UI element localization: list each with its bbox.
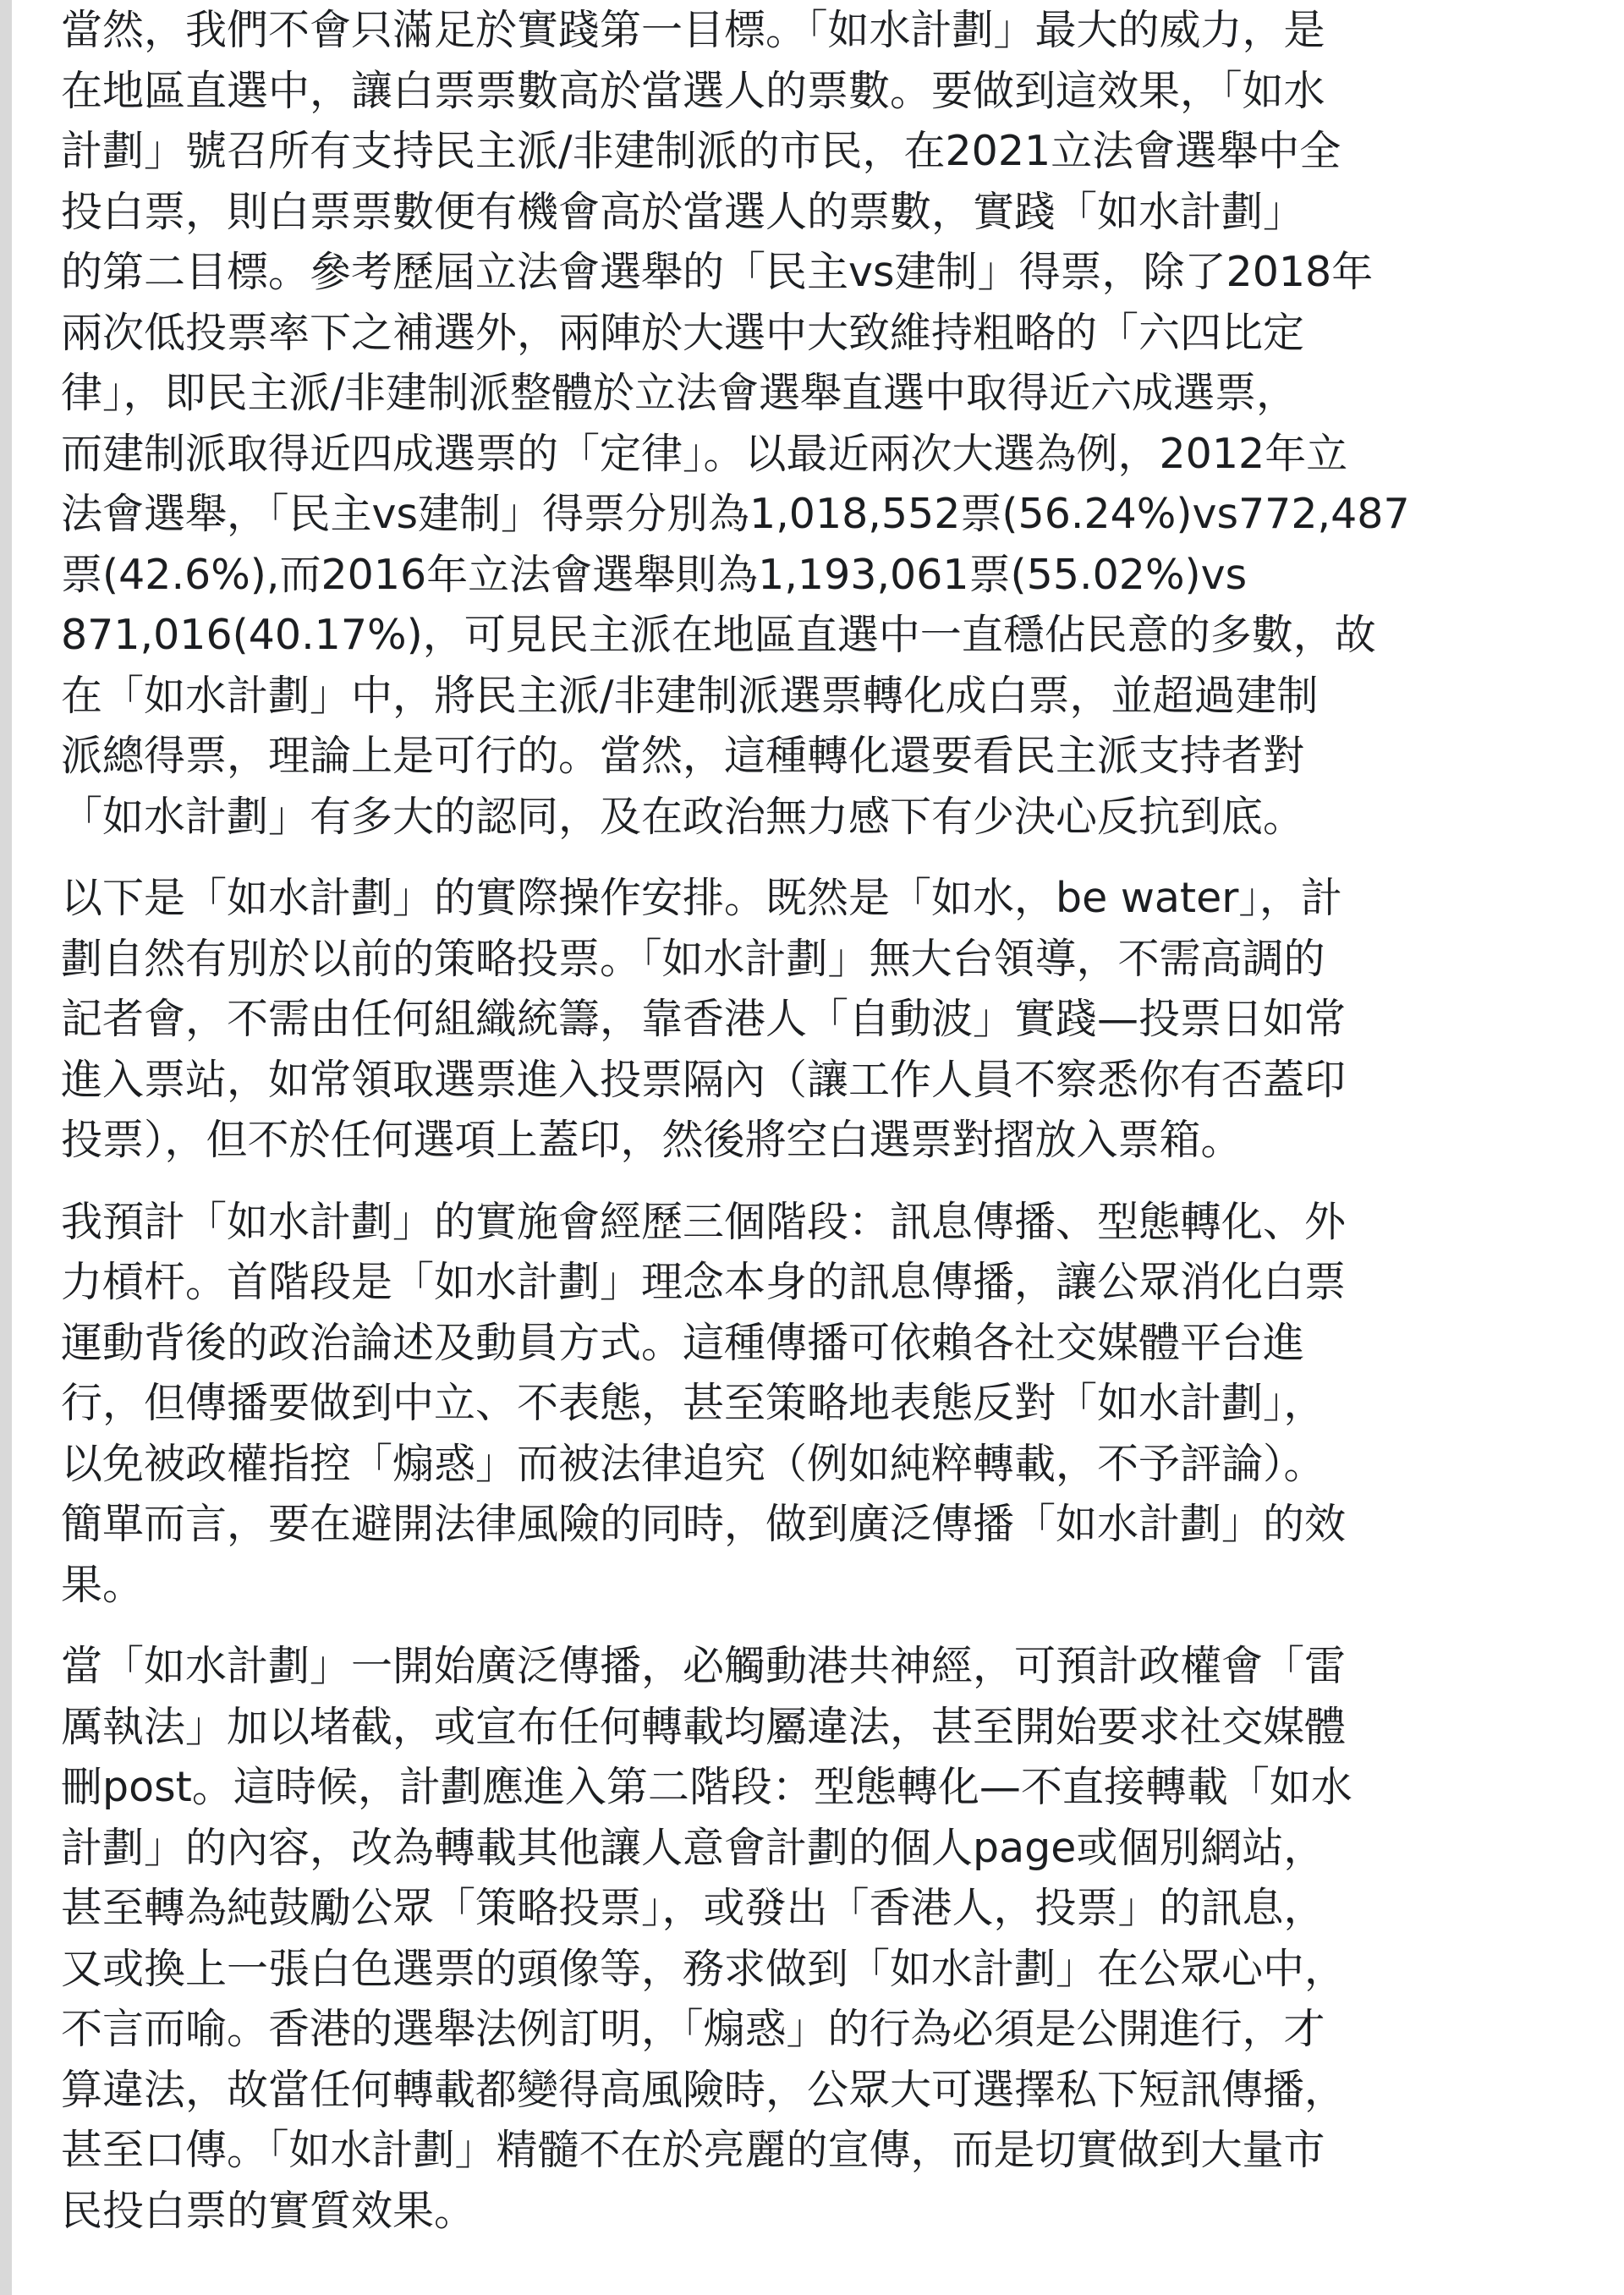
- post-paragraph-line: 厲執法」加以堵截，或宣布任何轉載均屬違法，甚至開始要求社交媒體: [61, 1702, 1347, 1751]
- post-paragraph-line: 投票），但不於任何選項上蓋印，然後將空白選票對摺放入票箱。: [61, 1116, 1243, 1164]
- post-paragraph: [61, 0, 1575, 847]
- post-paragraph-line: 兩次低投票率下之補選外，兩陣於大選中大致維持粗略的「六四比定: [61, 308, 1305, 357]
- post-paragraph-line: 律」，即民主派/非建制派整體於立法會選舉直選中取得近六成選票，: [61, 369, 1298, 417]
- post-paragraph-line: 871,016(40.17%)，可見民主派在地區直選中一直穩佔民意的多數，故: [61, 611, 1376, 659]
- post-paragraph-line: 計劃」的內容，改為轉載其他讓人意會計劃的個人page或個別網站，: [61, 1823, 1325, 1872]
- post-paragraph-line: 我預計「如水計劃」的實施會經歷三個階段：訊息傳播、型態轉化、外: [61, 1197, 1347, 1246]
- post-paragraph-line: 又或換上一張白色選票的頭像等，務求做到「如水計劃」在公眾心中，: [61, 1944, 1347, 1993]
- post-paragraph-line: 劃自然有別於以前的策略投票。「如水計劃」無大台領導，不需高調的: [61, 934, 1325, 983]
- post-paragraph-line: 甚至口傳。「如水計劃」精髓不在於亮麗的宣傳，而是切實做到大量市: [61, 2126, 1325, 2174]
- post-paragraph-line: 投白票，則白票票數便有機會高於當選人的票數，實踐「如水計劃」: [61, 187, 1305, 236]
- post-paragraph-line: 刪post。這時候，計劃應進入第二階段：型態轉化—不直接轉載「如水: [61, 1763, 1352, 1811]
- post-paragraph-line: 的第二目標。參考歷屆立法會選舉的「民主vs建制」得票，除了2018年: [61, 248, 1374, 296]
- post-paragraph-line: 民投白票的實質效果。: [61, 2186, 476, 2235]
- post-body: [61, 0, 1575, 2241]
- post-paragraph-line: 派總得票，理論上是可行的。當然，這種轉化還要看民主派支持者對: [61, 732, 1305, 780]
- post-paragraph-line: 進入票站，如常領取選票進入投票隔內（讓工作人員不察悉你有否蓋印: [61, 1055, 1347, 1104]
- post-paragraph-line: 法會選舉，「民主vs建制」得票分別為1,018,552票(56.24%)vs772,487: [61, 490, 1410, 538]
- post-paragraph: [61, 1636, 1575, 2241]
- page-left-border: [0, 0, 12, 2295]
- post-paragraph-line: 當然，我們不會只滿足於實踐第一目標。「如水計劃」最大的威力，是: [61, 6, 1325, 54]
- post-paragraph: [61, 1192, 1575, 1616]
- post-paragraph-line: 「如水計劃」有多大的認同，及在政治無力感下有少決心反抗到底。: [61, 792, 1305, 841]
- post-paragraph: [61, 868, 1575, 1171]
- post-paragraph-line: 不言而喻。香港的選舉法例訂明，「煽惑」的行為必須是公開進行，才: [61, 2005, 1325, 2053]
- post-paragraph-line: 在「如水計劃」中，將民主派/非建制派選票轉化成白票，並超過建制: [61, 671, 1319, 720]
- post-paragraph-line: 以下是「如水計劃」的實際操作安排。既然是「如水，be water」，計: [61, 874, 1342, 922]
- post-paragraph-line: 票(42.6%),而2016年立法會選舉則為1,193,061票(55.02%)vs: [61, 550, 1248, 599]
- post-paragraph-line: 記者會，不需由任何組織統籌，靠香港人「自動波」實踐—投票日如常: [61, 995, 1347, 1043]
- post-paragraph-line: 簡單而言，要在避開法律風險的同時，做到廣泛傳播「如水計劃」的效: [61, 1500, 1347, 1548]
- post-paragraph-line: 力槓杆。首階段是「如水計劃」理念本身的訊息傳播，讓公眾消化白票: [61, 1258, 1347, 1306]
- post-paragraph-line: 果。: [61, 1560, 145, 1609]
- post-paragraph-line: 而建制派取得近四成選票的「定律」。以最近兩次大選為例，2012年立: [61, 429, 1348, 478]
- post-paragraph-line: 在地區直選中，讓白票票數高於當選人的票數。要做到這效果，「如水: [61, 66, 1325, 115]
- post-paragraph-line: 甚至轉為純鼓勵公眾「策略投票」，或發出「香港人，投票」的訊息，: [61, 1884, 1325, 1932]
- post-paragraph-line: 以免被政權指控「煽惑」而被法律追究（例如純粹轉載，不予評論）。: [61, 1439, 1325, 1488]
- post-paragraph-line: 算違法，故當任何轉載都變得高風險時，公眾大可選擇私下短訊傳播，: [61, 2065, 1347, 2114]
- post-paragraph-line: 行，但傳播要做到中立、不表態，甚至策略地表態反對「如水計劃」，: [61, 1379, 1325, 1427]
- post-paragraph-line: 計劃」號召所有支持民主派/非建制派的市民，在2021立法會選舉中全: [61, 127, 1341, 175]
- post-paragraph-line: 當「如水計劃」一開始廣泛傳播，必觸動港共神經，可預計政權會「雷: [61, 1642, 1347, 1690]
- post-paragraph-line: 運動背後的政治論述及動員方式。這種傳播可依賴各社交媒體平台進: [61, 1318, 1305, 1367]
